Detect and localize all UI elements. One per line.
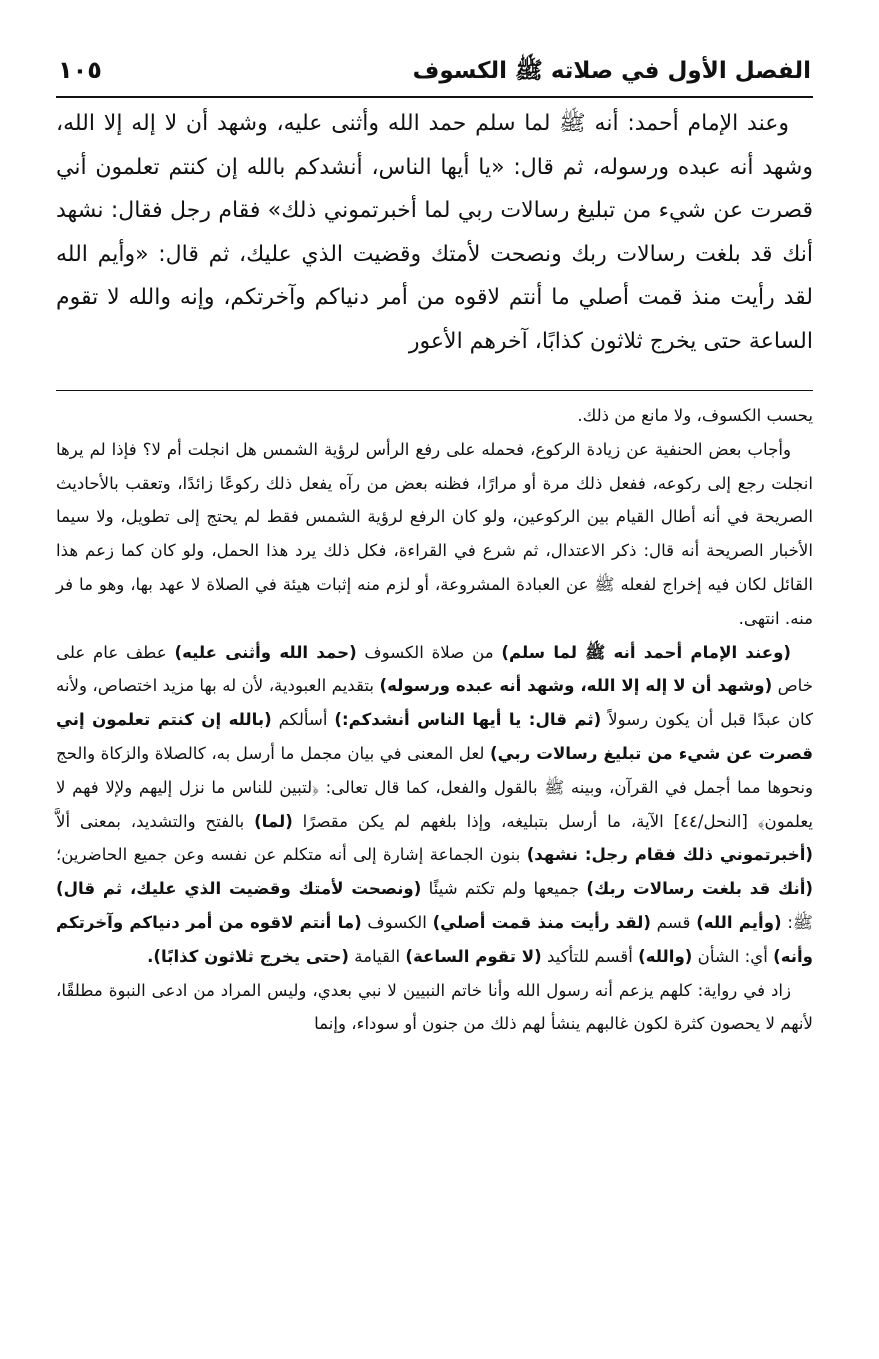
commentary-paragraph-3 [56,636,813,974]
commentary-segment: أقسم للتأكيد [541,946,639,966]
page-number: ١٠٥ [58,56,102,84]
commentary-segment: بتقديم العبودية، لأن له بها مزيد اختصاص، ولأنه كان عبدًا قبل أن يكون رسولاً [56,676,813,730]
quoted-segment: (أخبرتموني ذلك فقام رجل: نشهد) [526,845,813,865]
quoted-segment: (وأيم الله) [696,912,782,932]
commentary-segment: بنون الجماعة إشارة إلى أنه متكلم عن نفسه وعن جميع الحاضرين؛ [56,845,527,865]
commentary-paragraph-4: زاد في رواية: كلهم يزعم أنه رسول الله وأنا خاتم النبيين لا نبي بعدي، وليس المراد من ادعى النبوة مطلقًا، لأنهم لا يحصون كثرة لكون غالبهم ينشأ لهم ذلك من جنون أو سوداء، وإنما [56,980,813,1034]
commentary-segment: أسألكم [271,710,335,730]
quoted-segment: (لما) [254,811,293,831]
commentary-segment: قسم [650,912,697,932]
quoted-segment: (حمد الله وأثنى عليه) [174,642,357,662]
quoted-segment: (وعند الإمام أحمد أنه ﷺ لما سلم) [501,642,791,662]
quoted-segment: (وشهد أن لا إله إلا الله، وشهد أنه عبده ورسوله) [379,676,773,696]
commentary-segment: بالفتح والتشديد، بمعنى ألاَّ [56,811,255,831]
commentary-segment: من صلاة الكسوف [356,642,502,662]
main-text-paragraph: وعند الإمام أحمد: أنه ﷺ لما سلم حمد الله وأثنى عليه، وشهد أن لا إله إلا الله، وشهد أنه عبده ورسوله، ثم قال: «يا أيها الناس، أنشدكم بالله إن كنتم تعلمون أني قصرت عن شيء من تبليغ رسالات ربي لما أخبرتموني ذلك» فقام رجل فقال: نشهد أنك قد بلغت رسالات ربك ونصحت لأمتك وقضيت الذي عليك، ثم قال: «وأيم الله لقد رأيت منذ قمت أصلي ما أنتم لاقوه من أمر دنياكم وآخرتكم، وإنه والله لا تقوم الساعة حتى يخرج ثلاثون كذابًا، آخرهم الأعور [56,111,813,354]
commentary-segment: أي: الشأن [692,946,774,966]
main-text [56,102,813,363]
commentary [56,399,813,1041]
commentary-segment: جميعها ولم تكتم شيئًا [421,879,587,899]
quoted-segment: (والله) [638,946,693,966]
commentary-paragraph-2: وأجاب بعض الحنفية عن زيادة الركوع، فحمله على رفع الرأس لرؤية الشمس هل انجلت أم لا؟ فإذا لم يرها انجلت رجع إلى ركوعه، ففعل ذلك مرة أو مرارًا، فظنه بعض من رآه يفعل ذلك ركوعًا زائدًا، وتعقب بالأحاديث الصريحة في أنه أطال القيام بين الركوعين، ولو كان الرفع لرؤية الشمس فقط لم يحتج إلى تطويل، ولا سيما الأخبار الصريحة أنه قال: ذكر الاعتدال، ثم شرع في القراءة، فكل ذلك يرد هذا الحمل، ولو كان كما زعم هذا القائل لكان فيه إخراج لفعله ﷺ عن العبادة المشروعة، أو لزم منه إثبات هيئة في الصلاة لا عهد بها، وهو ما فر منه. انتهى. [56,439,813,628]
commentary-paragraph-1: يحسب الكسوف، ولا مانع من ذلك. [577,406,813,425]
commentary-segment: القيامة [348,946,406,966]
quoted-segment: (حتى يخرج ثلاثون كذابًا). [147,946,349,966]
commentary-segment: لعل المعنى في بيان مجمل ما أرسل به، كالصلاة والزكاة والحج ونحوها مما أجمل في القرآن، وبينه ﷺ بالقول والفعل، كما قال تعالى: ﴿لتبين للناس ما نزل إليهم ولإلا فهم لا يعلمون﴾ [النحل/٤٤] الآية، ما أرسل بتبليغه، وإذا بلغهم لم يكن مقصرًا [56,743,813,831]
quoted-segment: (ما أنتم لاقوه من أمر دنياكم وآخرتكم وأنه) [56,912,813,966]
commentary-segment: الكسوف [361,912,433,932]
footnote-separator [56,390,813,391]
quoted-segment: (ثم قال: يا أيها الناس أنشدكم:) [334,710,602,730]
page-header [56,56,813,98]
commentary-segment: ﷺ: [781,912,813,932]
chapter-title: الفصل الأول في صلاته ﷺ الكسوف [412,58,811,84]
quoted-segment: (لا تقوم الساعة) [405,946,542,966]
quoted-segment: (ونصحت لأمتك وقضيت الذي عليك، ثم قال) [56,879,422,899]
quoted-segment: (لقد رأيت منذ قمت أصلي) [432,912,651,932]
quoted-segment: (أنك قد بلغت رسالات ربك) [586,879,813,899]
quoted-segment: (بالله إن كنتم تعلمون إني قصرت عن شيء من تبليغ رسالات ربي) [56,710,813,763]
commentary-segment: عطف عام على خاص [56,642,813,696]
